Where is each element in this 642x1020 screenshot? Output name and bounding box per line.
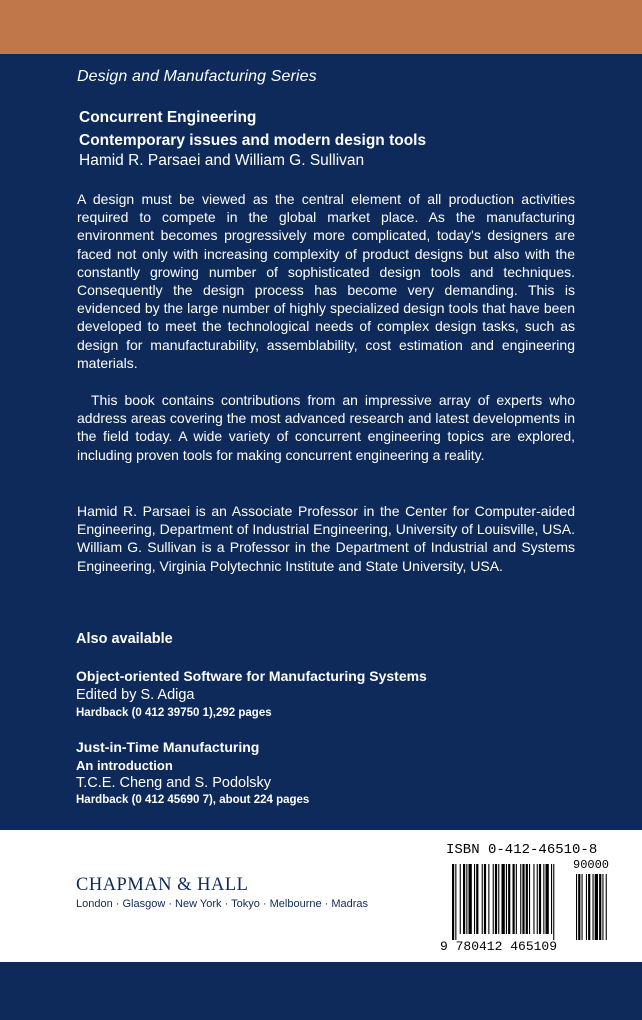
related-book-details: Hardback (0 412 39750 1),292 pages (76, 707, 272, 719)
author-bio-paragraph: Hamid R. Parsaei is an Associate Professor in the Center for Computer-aided Engineering, Department of Industrial Engineering, University of Louisville, USA. William G. Sullivan is a Professor in the Department of Industrial and Systems Engineering, Virginia Polytechnic Institute and State University, USA. (77, 503, 575, 574)
barcode-bar (463, 864, 465, 934)
related-book-authors: T.C.E. Cheng and S. Podolsky (76, 775, 272, 791)
barcode-bar (460, 864, 461, 934)
barcode-supplement-bar (602, 874, 603, 940)
barcode-bar (543, 864, 544, 934)
back-cover-panel (0, 54, 642, 830)
barcode-bar (533, 864, 534, 934)
barcode-supplement-bar (606, 874, 607, 940)
barcode-bar (495, 864, 497, 934)
barcode-bar (493, 864, 494, 934)
bottom-color-band (0, 962, 642, 1020)
barcode-bar (508, 864, 510, 934)
related-book-editor: Edited by S. Adiga (76, 687, 195, 703)
barcode-bar (516, 864, 517, 934)
barcode-bar (526, 864, 528, 934)
description-paragraph-2: This book contains contributions from an impressive array of experts who address areas covering the most advanced research and latest developments in the field today. A wide variety of concurrent engineering topics are explored, including proven tools for making concurrent engineering a reality. (77, 392, 575, 463)
barcode-bar (466, 864, 467, 934)
barcode-bar (520, 864, 521, 934)
barcode-bar (529, 864, 530, 934)
barcode-supplement-bar (588, 874, 590, 940)
barcode-bar (537, 864, 538, 934)
barcode-bar (474, 864, 475, 934)
book-title: Concurrent Engineering (79, 109, 257, 126)
barcode-bar (513, 864, 515, 934)
barcode-bar (469, 864, 472, 934)
related-book-title: Just-in-Time Manufacturing (76, 739, 260, 755)
book-authors: Hamid R. Parsaei and William G. Sullivan (79, 152, 365, 169)
publisher-strip (0, 830, 642, 962)
related-book-title: Object-oriented Software for Manufacturing Systems (76, 668, 427, 684)
barcode-bar (522, 864, 524, 934)
barcode-bar (452, 864, 454, 940)
barcode-bar (539, 864, 541, 934)
barcode-bar (553, 864, 554, 940)
barcode-supplement-bar (595, 874, 598, 940)
barcode-supplement-bar (582, 874, 583, 940)
publisher-name: CHAPMAN & HALL (76, 875, 249, 895)
isbn-label: ISBN 0-412-46510-8 (446, 842, 598, 858)
related-book-details: Hardback (0 412 45690 7), about 224 pages (76, 794, 310, 806)
barcode-supplement-bar (578, 874, 580, 940)
description-paragraph-1: A design must be viewed as the central element of all production activities required to compete in the global market place. As the manufacturing environment becomes progressively more complicated, today's designers are faced not only with increasing complexity of product designs but also with the constantly growing number of sophisticated design tools and techniques. Consequently the design process has become very demanding. This is evidenced by the large number of highly specialized design tools that have been developed to meet the technological needs of complex design tasks, such as design for manufacturability, assemblability, cost estimation and engineering materials. (77, 191, 575, 371)
barcode-bar (482, 864, 483, 934)
publisher-cities: London · Glasgow · New York · Tokyo · Melbourne · Madras (76, 898, 369, 910)
barcode-supplement-bar (593, 874, 594, 940)
barcode-image (452, 864, 624, 942)
also-available-heading: Also available (76, 631, 173, 647)
book-subtitle: Contemporary issues and modern design tools (79, 132, 427, 149)
barcode-bar (484, 864, 486, 934)
barcode-supplement-bar (576, 874, 577, 940)
top-color-band (0, 0, 642, 54)
barcode-bar (498, 864, 499, 934)
barcode-digits: 9 780412 465109 (440, 939, 558, 954)
barcode-bar (488, 864, 489, 934)
related-book-subtitle: An introduction (76, 758, 173, 773)
barcode-supplement-bar (599, 874, 601, 940)
barcode-bar (476, 864, 478, 934)
barcode-bar (502, 864, 505, 934)
barcode-bar (551, 864, 552, 934)
barcode-bar (546, 864, 549, 934)
barcode-bar (455, 864, 456, 940)
barcode-supplement-digits: 90000 (573, 858, 610, 872)
barcode-supplement-bar (586, 874, 587, 940)
series-name: Design and Manufacturing Series (77, 68, 317, 85)
barcode-bar (506, 864, 507, 934)
